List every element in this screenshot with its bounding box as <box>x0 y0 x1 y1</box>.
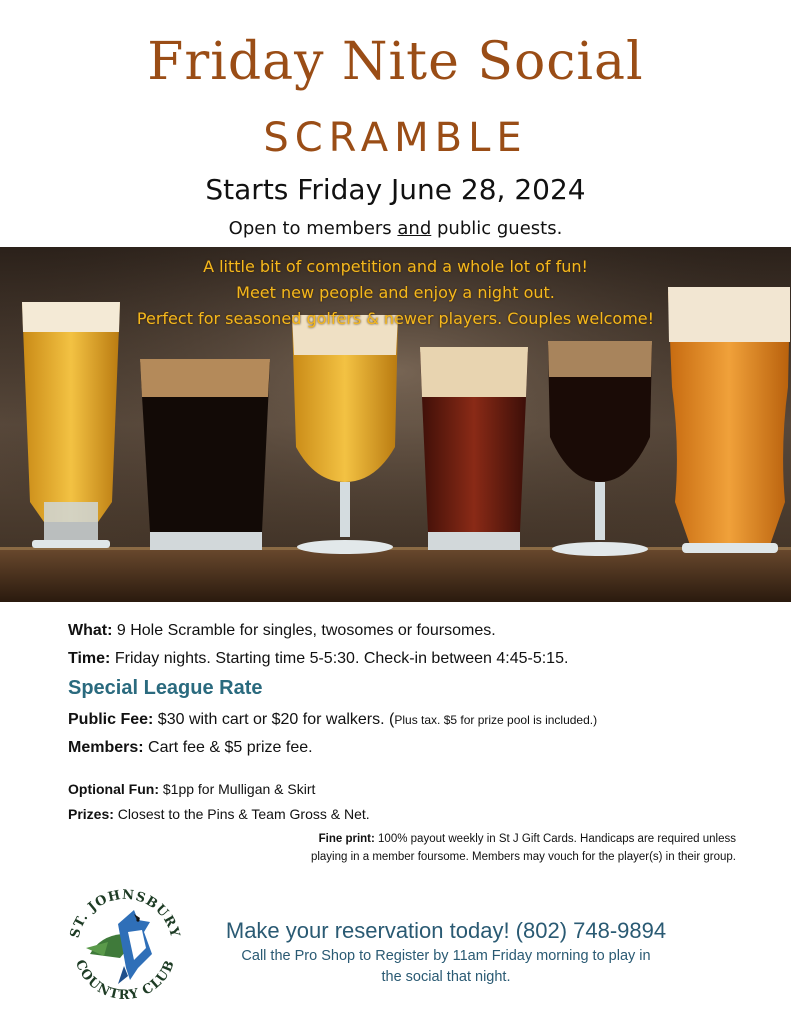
public-fee-text: $30 with cart or $20 for walkers. ( <box>153 711 395 728</box>
what-label: What: <box>68 622 113 639</box>
stout-glass <box>140 359 270 550</box>
optional-label: Optional Fun: <box>68 781 159 797</box>
svg-text:COUNTRY CLUB <box>72 958 178 1003</box>
fine-print-label: Fine print: <box>318 833 375 845</box>
time-text: Friday nights. Starting time 5-5:30. Check-in between 4:45-5:15. <box>110 650 569 667</box>
tagline-2: Meet new people and enjoy a night out. <box>236 283 555 302</box>
club-logo <box>60 876 190 1004</box>
prizes-line <box>68 804 370 824</box>
prizes-label: Prizes: <box>68 806 114 822</box>
tagline-3: Perfect for seasoned golfers & newer players. Couples welcome! <box>136 309 655 328</box>
optional-fun-line <box>68 779 315 799</box>
blue-jay-icon <box>86 910 152 984</box>
prizes-text: Closest to the Pins & Team Gross & Net. <box>113 806 370 822</box>
fine-print <box>230 830 736 866</box>
public-fee-note: Plus tax. $5 for prize pool is included.) <box>394 713 598 727</box>
open-to-line <box>0 216 791 242</box>
open-post: public guests. <box>431 218 563 239</box>
tagline-1: A little bit of competition and a whole lot of fun! <box>203 257 588 276</box>
logo-bottom-text: COUNTRY CLUB <box>71 957 179 1004</box>
time-line <box>68 648 568 670</box>
open-emphasis: and <box>397 218 432 239</box>
poster-title: Friday Nite Social <box>147 32 644 92</box>
reservation-line: Make your reservation today! (802) 748-9894 <box>225 918 667 943</box>
optional-text: $1pp for Mulligan & Skirt <box>158 781 316 797</box>
open-pre: Open to members <box>228 218 398 239</box>
red-ale-glass <box>420 347 528 550</box>
logo-top-text: ST. JOHNSBURY <box>67 887 183 940</box>
fine-print-line-1: 100% payout weekly in St J Gift Cards. Handicaps are required unless <box>374 833 736 845</box>
call-line-2: the social that night. <box>381 969 511 985</box>
call-line-1: Call the Pro Shop to Register by 11am Friday morning to play in <box>241 948 651 964</box>
what-line <box>68 620 496 642</box>
poster-subtitle: SCRAMBLE <box>263 115 528 161</box>
time-label: Time: <box>68 650 111 667</box>
beer-glasses-image <box>0 247 791 602</box>
call-pro-shop <box>196 946 696 988</box>
members-text: Cart fee & $5 prize fee. <box>143 739 313 756</box>
start-date: Starts Friday June 28, 2024 <box>205 173 586 206</box>
pilsner-glass <box>22 302 120 548</box>
special-rate-heading: Special League Rate <box>68 677 263 699</box>
public-fee-line <box>68 709 597 731</box>
what-text: 9 Hole Scramble for singles, twosomes or foursomes. <box>112 622 496 639</box>
members-line <box>68 737 313 759</box>
public-fee-label: Public Fee: <box>68 711 154 728</box>
members-label: Members: <box>68 739 144 756</box>
fine-print-line-2: playing in a member foursome. Members may vouch for the player(s) in their group. <box>310 851 736 863</box>
